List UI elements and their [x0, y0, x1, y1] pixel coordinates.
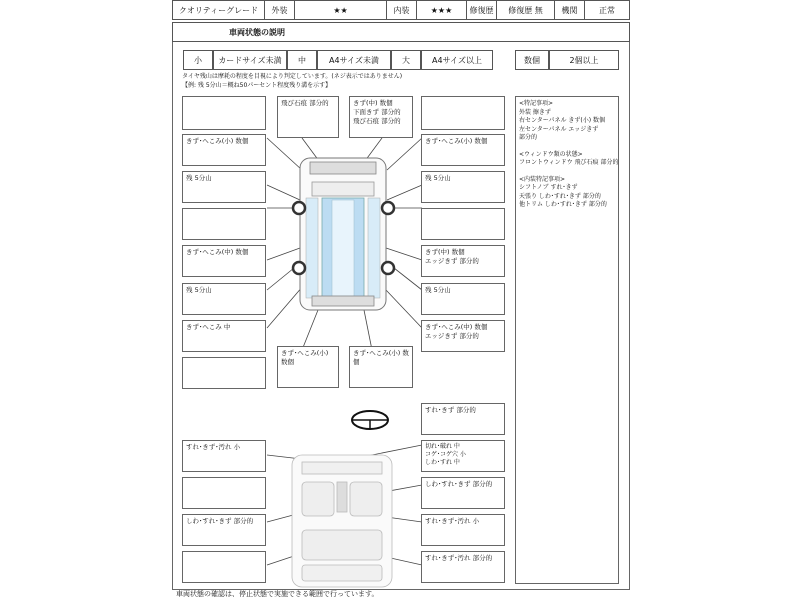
box-left-7: [182, 357, 266, 389]
notes-line-8: 他トリム しわ･すれ･きず 部分的: [519, 201, 607, 208]
exterior-label: 外装: [264, 0, 294, 20]
notes-line-2: 右センターパネル きず(小) 数個: [519, 117, 605, 124]
notes-panel: [515, 96, 619, 584]
notes-heading-special: <特記事項>: [519, 100, 554, 107]
notes-line-5: フロントウィンドウ 飛び石痕 部分的: [519, 159, 619, 166]
notes-line-6: シフトノブ すれ･きず: [519, 184, 578, 191]
box-steering: すれ･きず 部分的: [421, 403, 505, 435]
box-right-2: 残 5分山: [421, 171, 505, 203]
size-small-desc: カードサイズ未満: [213, 50, 287, 70]
quality-label: クオリティーグレード: [172, 0, 264, 20]
repair-label: 修復歴: [466, 0, 496, 20]
car-top-view-icon: [293, 158, 394, 310]
exterior-value: ★★: [294, 0, 386, 20]
box-top-mid-left: 飛び石痕 部分的: [277, 96, 339, 138]
section-title: 車両状態の説明: [172, 22, 630, 42]
notes-line-1: 外装 擦きず: [519, 108, 551, 116]
box-right-6: きず･へこみ(中) 数個 エッジきず 部分的: [421, 320, 505, 352]
box-int-left-3: しわ･すれ･きず 部分的: [182, 514, 266, 546]
footer-note: 車両状態の確認は、停止状態で実施できる範囲で行っています。: [176, 590, 379, 598]
box-left-2: 残 5分山: [182, 171, 266, 203]
box-bottom-mid-left: きず･へこみ(小) 数個: [277, 346, 339, 388]
notes-line-3: 左センターパネル エッジきず: [519, 125, 599, 133]
interior-value: ★★★: [416, 0, 466, 20]
box-left-4: きず･へこみ(中) 数個: [182, 245, 266, 277]
count-label: 数個: [515, 50, 549, 70]
box-left-6: きず･へこみ 中: [182, 320, 266, 352]
tire-note-2: 【例: 残 5分山＝概ね50パーセント程度残り溝を示す】: [182, 82, 332, 89]
function-label: 機関: [554, 0, 584, 20]
notes-line-7: 天張り しわ･すれ･きず 部分的: [519, 192, 601, 200]
box-top-mid-right: きず(中) 数個 下面きず 部分的 飛び石痕 部分的: [349, 96, 413, 138]
box-left-1: きず･へこみ(小) 数個: [182, 134, 266, 166]
size-medium: 中: [287, 50, 317, 70]
box-top-left: [182, 96, 266, 130]
box-top-right: [421, 96, 505, 130]
box-int-left-2: [182, 477, 266, 509]
notes-heading-window: <ウィンドウ類の状態>: [519, 150, 583, 158]
top-row: [172, 0, 630, 20]
box-int-right-2: しわ･すれ･きず 部分的: [421, 477, 505, 509]
box-right-4: きず(中) 数個 エッジきず 部分的: [421, 245, 505, 277]
box-int-right-4: すれ･きず･汚れ 部分的: [421, 551, 505, 583]
tire-note-1: タイヤ残山は摩耗の程度を目視により判定しています。(ネジ表示ではありません): [182, 73, 403, 80]
car-interior-icon: [292, 455, 392, 587]
box-right-3: [421, 208, 505, 240]
size-large: 大: [391, 50, 421, 70]
box-bottom-mid-right: きず･へこみ(小) 数個: [349, 346, 413, 388]
steering-wheel-icon: [352, 411, 388, 429]
box-right-5: 残 5分山: [421, 283, 505, 315]
box-left-5: 残 5分山: [182, 283, 266, 315]
notes-heading-interior: <内装特記事項>: [519, 175, 566, 183]
function-value: 正常: [584, 0, 630, 20]
box-int-left-1: すれ･きず･汚れ 小: [182, 440, 266, 472]
size-large-desc: A4サイズ以上: [421, 50, 493, 70]
box-int-right-3: すれ･きず･汚れ 小: [421, 514, 505, 546]
size-medium-desc: A4サイズ未満: [317, 50, 391, 70]
count-desc: 2個以上: [549, 50, 619, 70]
box-int-right-1: 切れ･破れ 中 コゲ･コゲ穴 小 しわ･すれ 中: [421, 440, 505, 472]
notes-line-4: 部分的: [519, 134, 538, 141]
size-small: 小: [183, 50, 213, 70]
interior-label: 内装: [386, 0, 416, 20]
box-right-1: きず･へこみ(小) 数個: [421, 134, 505, 166]
box-left-3: [182, 208, 266, 240]
repair-value: 修復歴 無: [496, 0, 554, 20]
box-int-left-4: [182, 551, 266, 583]
